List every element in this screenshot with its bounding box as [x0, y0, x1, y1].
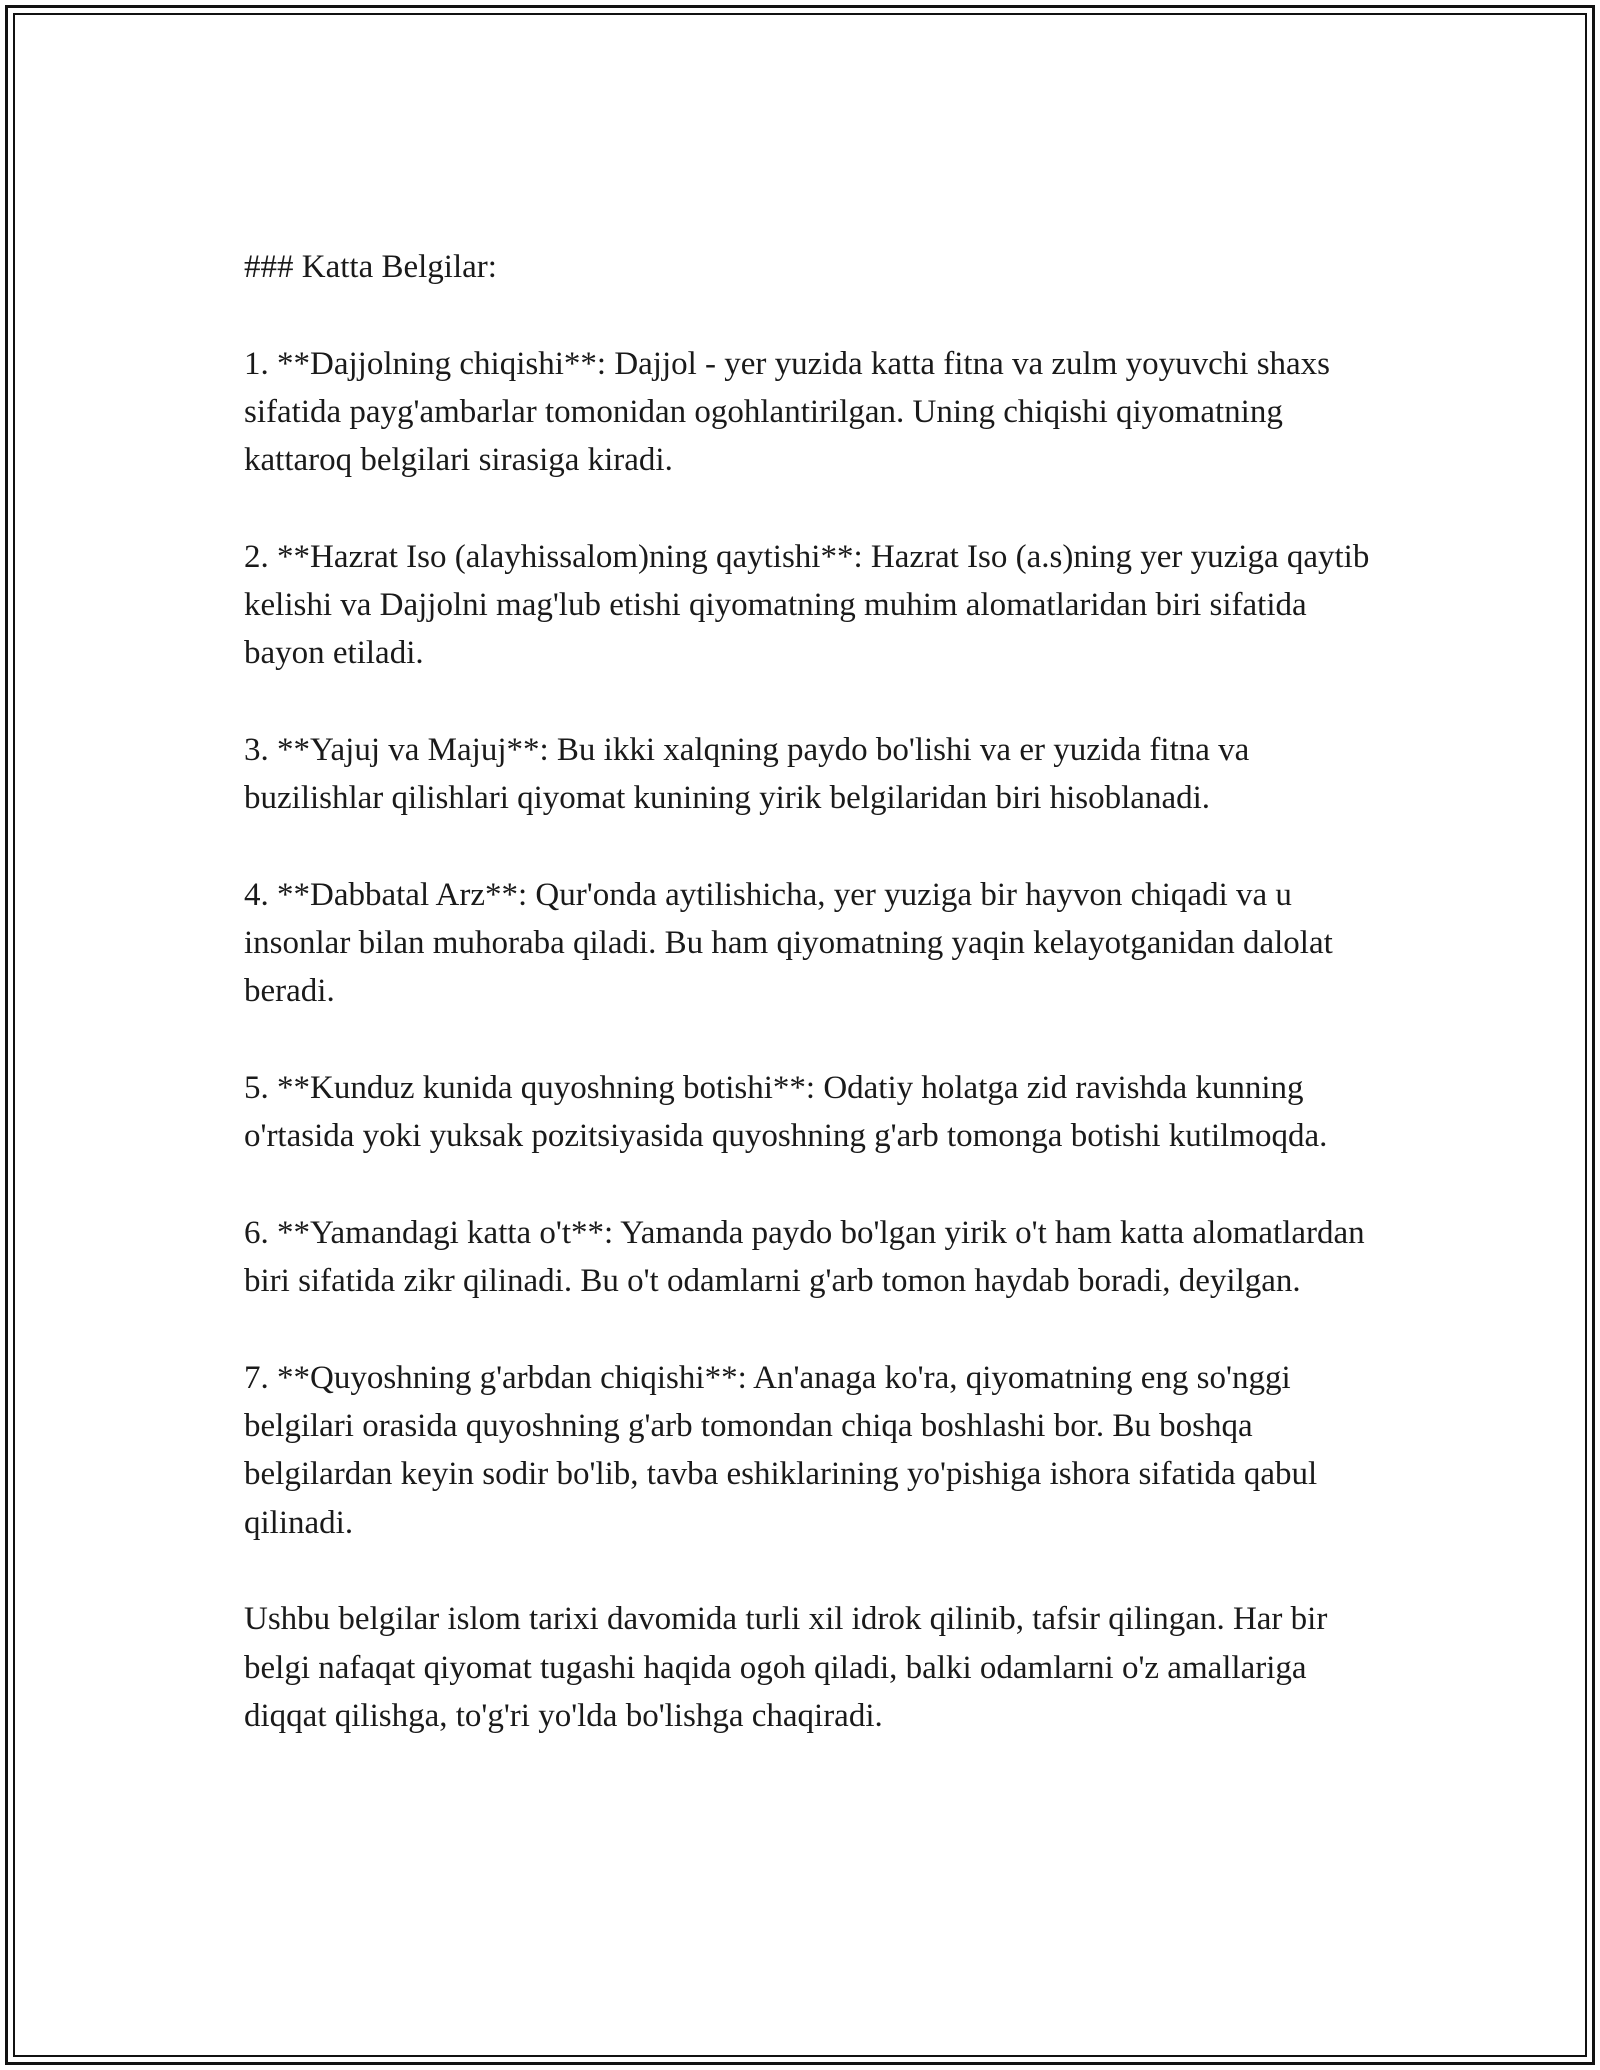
list-item-hazrat-iso: 2. **Hazrat Iso (alayhissalom)ning qaytishi**: Hazrat Iso (a.s)ning yer yuziga qaytib kelishi va Dajjolni mag'lub etishi qiyomatning muhim alomatlaridan biri sifatida bayon etiladi.	[244, 538, 1370, 672]
list-item-quyosh-garbdan: 7. **Quyoshning g'arbdan chiqishi**: An'anaga ko'ra, qiyomatning eng so'nggi belgilari orasida quyoshning g'arb tomondan chiqa boshlashi bor. Bu boshqa belgilardan keyin sodir bo'lib, tavba eshiklarining yo'pishiga ishora sifatida qabul qilinadi.	[244, 1359, 1318, 1541]
list-item-yamandagi-ot: 6. **Yamandagi katta o't**: Yamanda paydo bo'lgan yirik o't ham katta alomatlardan biri sifatida zikr qilinadi. Bu o't odamlarni g'arb tomon haydab boradi, deyilgan.	[244, 1214, 1365, 1300]
closing-paragraph: Ushbu belgilar islom tarixi davomida turli xil idrok qilinib, tafsir qilingan. Har bir belgi nafaqat qiyomat tugashi haqida ogoh qiladi, balki odamlarni o'z amallariga diqqat qilishga, to'g'ri yo'lda bo'lishga chaqiradi.	[244, 1601, 1328, 1734]
list-item-quyosh-botishi: 5. **Kunduz kunida quyoshning botishi**: Odatiy holatga zid ravishda kunning o'rtasida yoki yuksak pozitsiyasida quyoshning g'arb tomonga botishi kutilmoqda.	[244, 1070, 1328, 1155]
list-item-dabbatal-arz: 4. **Dabbatal Arz**: Qur'onda aytilishicha, yer yuziga bir hayvon chiqadi va u insonlar bilan muhoraba qiladi. Bu ham qiyomatning yaqin kelayotganidan dalolat beradi.	[244, 876, 1333, 1010]
page-frame	[5, 5, 1595, 2065]
document-body	[244, 243, 1394, 1740]
list-item-dajjol: 1. **Dajjolning chiqishi**: Dajjol - yer yuzida katta fitna va zulm yoyuvchi shaxs sifatida payg'ambarlar tomonidan ogohlantirilgan. Uning chiqishi qiyomatning kattaroq belgilari sirasiga kiradi.	[244, 345, 1331, 479]
list-item-yajuj-majuj: 3. **Yajuj va Majuj**: Bu ikki xalqning paydo bo'lishi va er yuzida fitna va buzilishlar qilishlari qiyomat kunining yirik belgilaridan biri hisoblanadi.	[244, 731, 1250, 817]
section-heading: ### Katta Belgilar:	[244, 249, 497, 285]
